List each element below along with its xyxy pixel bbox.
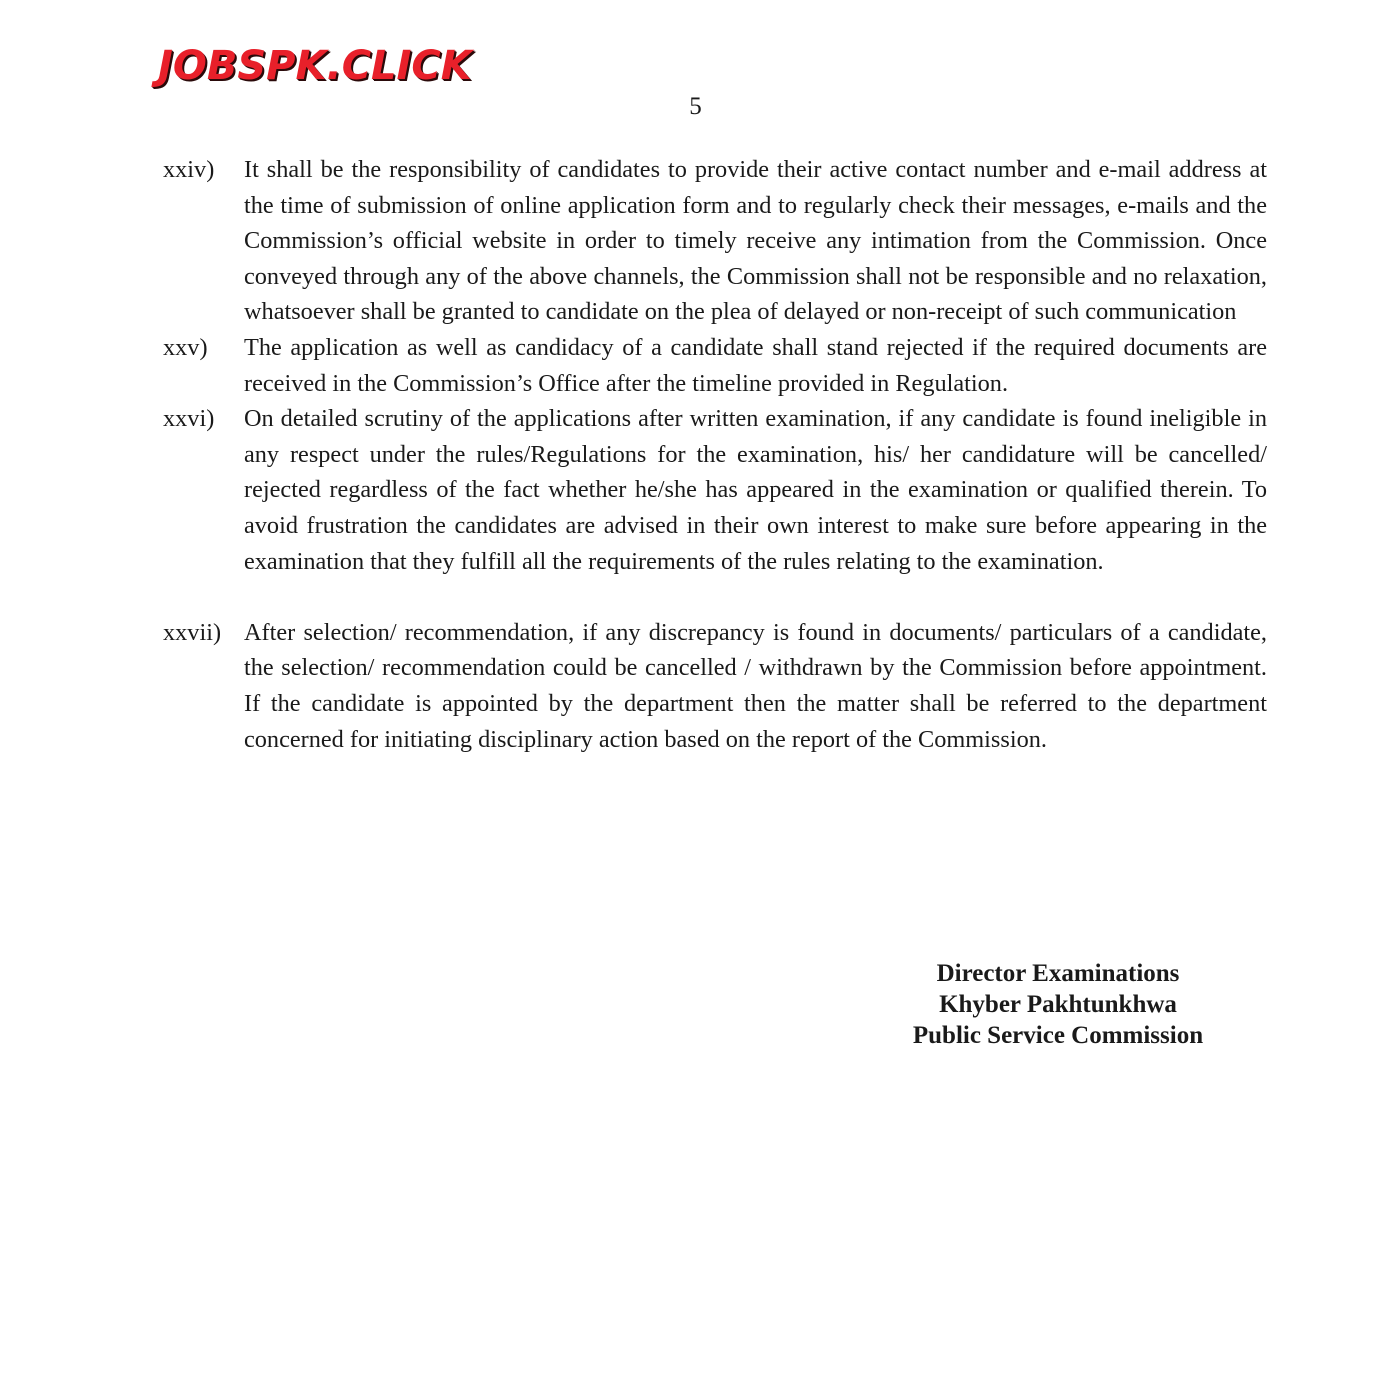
signature-block [880, 958, 1236, 1051]
clause-item [163, 330, 1267, 401]
clause-item [163, 401, 1267, 579]
signatory-province: Khyber Pakhtunkhwa [939, 991, 1177, 1018]
signatory-organization: Public Service Commission [912, 1022, 1204, 1049]
clause-list [163, 152, 1267, 757]
watermark-logo: JOBSPK.CLICK [158, 43, 472, 89]
clause-item [163, 615, 1267, 757]
clause-number: xxvi) [163, 405, 215, 433]
clause-number: xxv) [163, 333, 208, 361]
clause-text: On detailed scrutiny of the applications after written examination, if any candidate is found ineligible in any respect under the rules/Regulations for the examination, his/ her candidature will be cancelled/ rejected regardless of the fact whether he/she has appeared in the examination or qualified therein. To avoid frustration the candidates are advised in their own interest to make sure before appearing in the examination that they fulfill all the requirements of the rules relating to the examination. [244, 405, 1267, 575]
clause-text: The application as well as candidacy of a candidate shall stand rejected if the required documents are received in the Commission’s Office after the timeline provided in Regulation. [244, 333, 1267, 397]
clause-item [163, 152, 1267, 330]
signatory-title: Director Examinations [936, 960, 1180, 987]
clause-number: xxiv) [163, 156, 215, 183]
clause-text: After selection/ recommendation, if any discrepancy is found in documents/ particulars of a candidate, the selection/ recommendation could be cancelled / withdrawn by the Commission before appointment. If the candidate is appointed by the department then the matter shall be referred to the department concerned for initiating disciplinary action based on the report of the Commission. [244, 618, 1267, 753]
clause-text: It shall be the responsibility of candidates to provide their active contact number and e-mail address at the time of submission of online application form and to regularly check their messages, e-mails and the Commission’s official website in order to timely receive any intimation from the Commission. Once conveyed through any of the above channels, the Commission shall not be responsible and no relaxation, whatsoever shall be granted to candidate on the plea of delayed or non-receipt of such communication [244, 156, 1267, 326]
page-number: 5 [689, 93, 702, 120]
clause-number: xxvii) [163, 618, 222, 646]
